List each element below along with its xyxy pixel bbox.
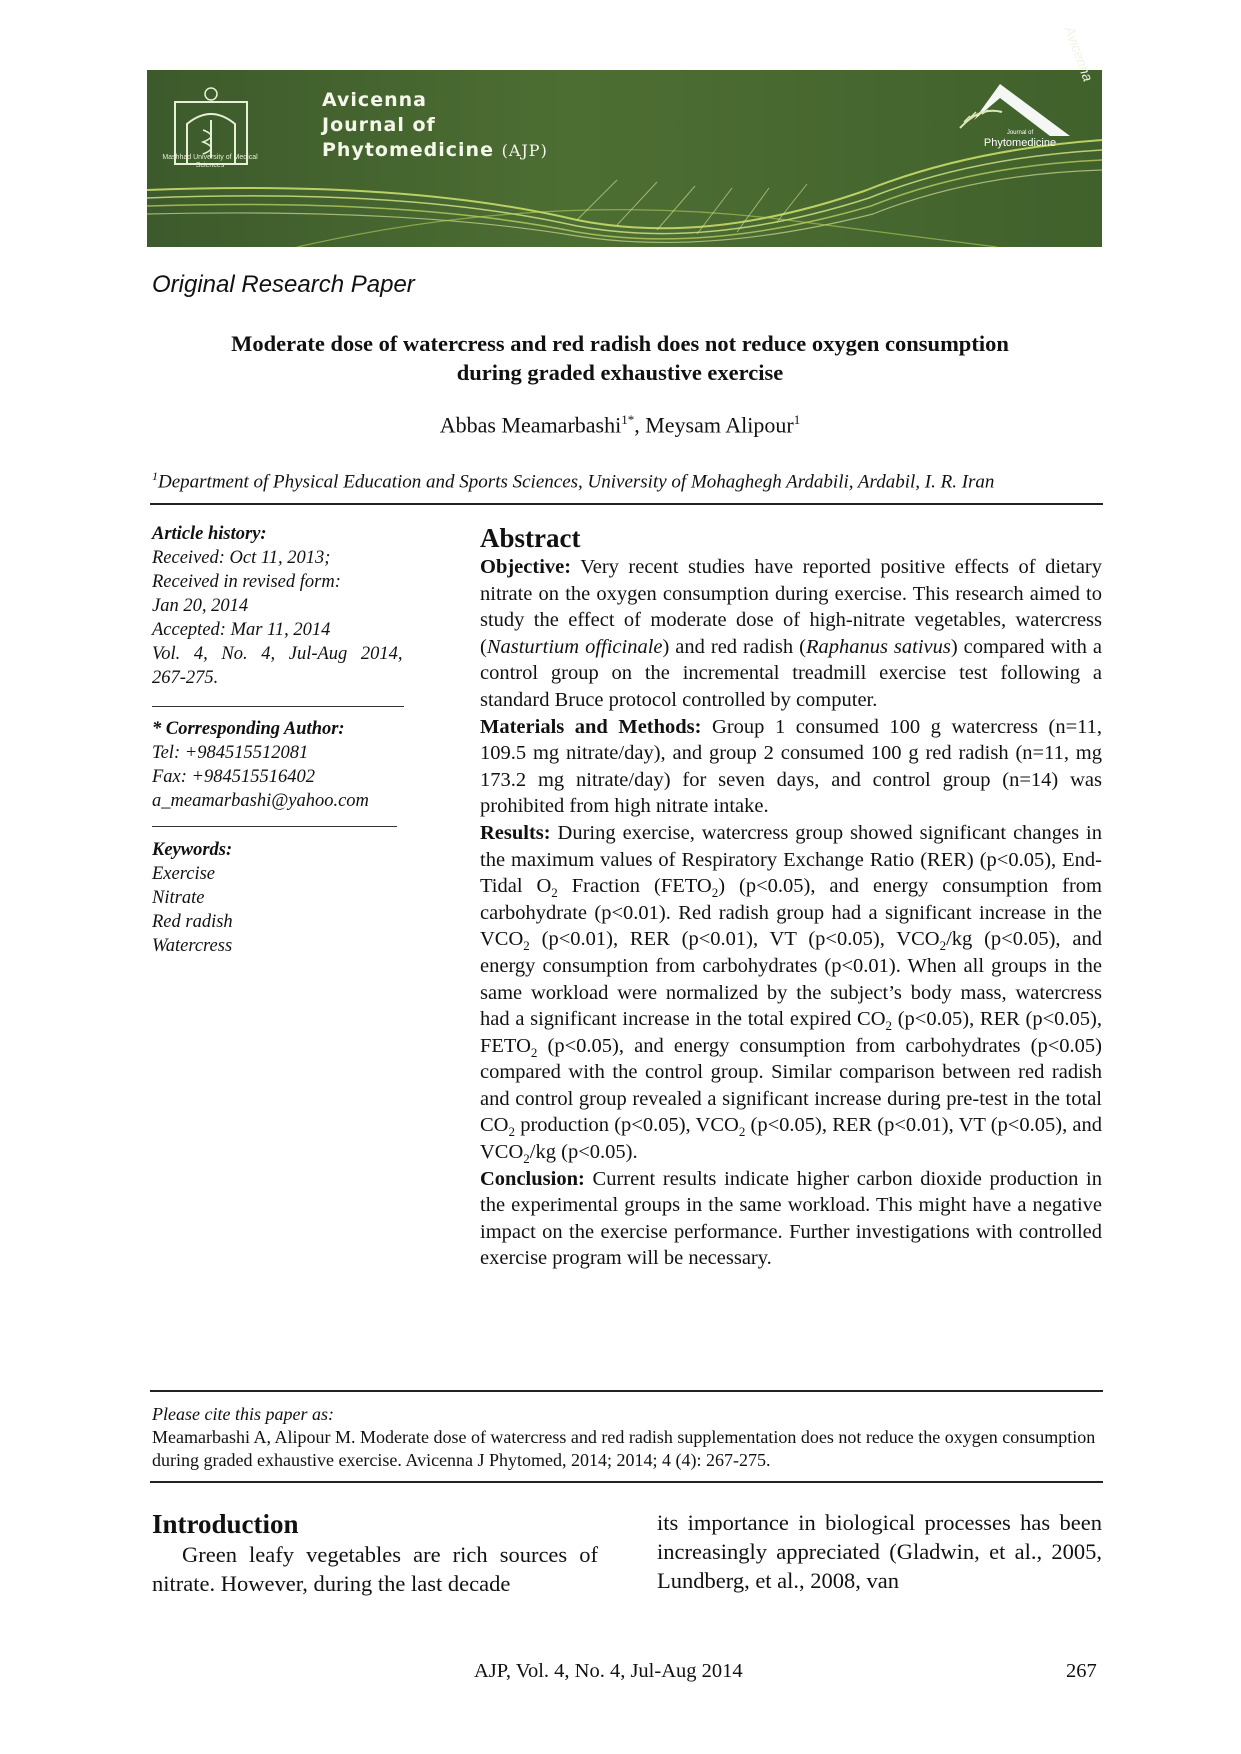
- objective-text: ) and red radish (: [662, 635, 806, 658]
- objective-text: Very recent studies have reported positive effects of dietary nitrate on the oxygen consumption during exercise. This research aimed to study the effect of moderate dose of high-nitrate vegetables, watercress (: [480, 556, 1102, 658]
- title-line-1: Moderate dose of watercress and red radish does not reduce oxygen consumption: [231, 331, 1009, 356]
- page-number: 267: [1066, 1660, 1097, 1682]
- vol-info: Vol. 4, No. 4, Jul-Aug 2014,: [152, 644, 403, 664]
- results-text: (p<0.01), RER (p<0.01), VT (p<0.05), VCO: [529, 928, 940, 951]
- divider: [150, 1390, 1103, 1392]
- journal-name-line-3: [322, 138, 548, 163]
- article-history-heading: Article history:: [152, 524, 267, 544]
- subscript: 2: [885, 1018, 893, 1034]
- keywords-heading: Keywords:: [152, 840, 233, 860]
- results-text: /kg (p<0.05).: [529, 1141, 638, 1164]
- history-line: [152, 642, 420, 666]
- author-name: Abbas Meamarbashi: [439, 412, 622, 438]
- objective-label: Objective:: [480, 556, 572, 578]
- keyword: Red radish: [152, 912, 233, 932]
- subscript: 2: [551, 885, 558, 901]
- journal-name: [322, 88, 548, 163]
- species-name: Nasturtium officinale: [486, 635, 663, 658]
- conclusion-label: Conclusion:: [480, 1167, 585, 1190]
- logo-small-text: Journal of: [1006, 130, 1034, 136]
- affiliation-text: Department of Physical Education and Sports Sciences, University of Mohaghegh Ardabili, Ardabil, I. R. Iran: [158, 471, 995, 493]
- university-name: Mashhad University of Medical Sciences: [162, 154, 258, 169]
- journal-banner: [147, 24, 1102, 247]
- results-text: /kg (p<0.05), and energy consumption from carbohydrates (p<0.01). When all groups in the same workload were normalized by the subject’s body mass, watercress had a significant increase in the total expired CO: [480, 928, 1102, 1031]
- history-line: 267-275.: [152, 668, 219, 688]
- affiliation: [152, 469, 1092, 493]
- history-line: Accepted: Mar 11, 2014: [152, 620, 331, 640]
- results-text: Fraction (FETO: [557, 875, 712, 898]
- subscript: 2: [508, 1124, 515, 1140]
- corresponding-email[interactable]: a_meamarbashi@yahoo.com: [152, 791, 369, 811]
- conclusion-text: Current results indicate higher carbon dioxide production in the experimental groups in the same workload. This might have a negative impact on the exercise performance. Further investigations with controlled exercise program will be necessary.: [480, 1167, 1102, 1270]
- paper-title: [160, 329, 1080, 387]
- results-text: (p<0.05), RER (p<0.01), VT (p<0.05), and VCO: [480, 1114, 1102, 1164]
- results-text: (p<0.05), and energy consumption from carbohydrates (p<0.05) compared with the control group. Similar comparison between red radish and control group revealed a significant increase during pre-test in the total CO: [480, 1034, 1102, 1137]
- introduction-heading: Introduction: [152, 1509, 299, 1539]
- species-name: Raphanus sativus: [805, 635, 951, 658]
- results-text: (p<0.05), RER (p<0.05), FETO: [480, 1008, 1102, 1057]
- introduction-text: Green leafy vegetables are rich sources of nitrate. However, during the last decade: [152, 1542, 598, 1596]
- introduction-column-2: its importance in biological processes has been increasingly appreciated (Gladwin, et al., 2005, Lundberg, et al., 2008, van: [657, 1510, 1102, 1593]
- keyword: Exercise: [152, 864, 215, 884]
- subscript: 2: [523, 938, 530, 954]
- title-line-2: during graded exhaustive exercise: [456, 360, 784, 385]
- journal-name-line-1: Avicenna: [322, 89, 427, 111]
- journal-logo-text: [960, 130, 1080, 149]
- sidebar-divider: [152, 706, 404, 707]
- author-affiliation-mark: 1: [793, 412, 801, 427]
- journal-name-line-2: Journal of: [322, 114, 436, 136]
- author-separator: ,: [634, 412, 646, 438]
- results-text: During exercise, watercress group showed significant changes in the maximum values of Respiratory Exchange Ratio (RER) (p<0.05), End-Tidal O: [480, 821, 1102, 898]
- paper-type: Original Research Paper: [152, 271, 415, 298]
- journal-name-word: Phytomedicine: [322, 139, 494, 161]
- subscript: 2: [530, 1044, 538, 1060]
- corresponding-heading: * Corresponding Author:: [152, 719, 345, 739]
- results-text: ) (p<0.05), and energy consumption from carbohydrate (p<0.01). Red radish group had a significant increase in the VCO: [480, 875, 1102, 951]
- corresponding-author: [152, 717, 369, 813]
- sidebar-divider: [152, 826, 397, 827]
- article-history: [152, 522, 420, 690]
- footer-journal-info: AJP, Vol. 4, No. 4, Jul-Aug 2014: [474, 1660, 743, 1682]
- methods-label: Materials and Methods:: [480, 715, 702, 738]
- history-line: Received in revised form:: [152, 572, 341, 592]
- results-text: production (p<0.05), VCO: [514, 1114, 739, 1137]
- citation-text: Meamarbashi A, Alipour M. Moderate dose of watercress and red radish supplementation does not reduce the oxygen consumption during graded exhaustive exercise. Avicenna J Phytomed, 2014; 2014; 4 (4): 267-275.: [152, 1427, 1096, 1470]
- introduction-column-1: [152, 1508, 598, 1598]
- author-name: Meysam Alipour: [645, 412, 794, 438]
- abstract: [480, 522, 1102, 1272]
- journal-logo: [940, 76, 1090, 171]
- keywords: [152, 838, 233, 958]
- author-affiliation-mark: 1*: [621, 412, 635, 427]
- journal-logo-vertical-text: Avicenna: [1061, 24, 1096, 84]
- history-line: Received: Oct 11, 2013;: [152, 548, 331, 568]
- affiliation-mark: 1: [152, 469, 158, 483]
- citation-label: Please cite this paper as:: [152, 1404, 334, 1424]
- abstract-methods: [480, 714, 1102, 820]
- journal-abbr: (AJP): [501, 141, 548, 160]
- objective-text: ) compared with a control group on the incremental treadmill exercise test following a standard Bruce protocol controlled by computer.: [480, 635, 1102, 711]
- logo-big-text: Phytomedicine: [983, 137, 1057, 149]
- abstract-conclusion: [480, 1166, 1102, 1272]
- abstract-results: [480, 820, 1102, 1166]
- divider: [150, 503, 1103, 505]
- keyword: Nitrate: [152, 888, 205, 908]
- university-seal-logo: [167, 84, 255, 194]
- subscript: 2: [711, 885, 719, 901]
- methods-text: Group 1 consumed 100 g watercress (n=11, 109.5 mg nitrate/day), and group 2 consumed 100 g red radish (n=11, mg 173.2 mg nitrate/day) for seven days, and control group (n=14) was prohibited from high nitrate intake.: [480, 715, 1102, 818]
- abstract-heading: Abstract: [480, 523, 581, 553]
- abstract-objective: [480, 554, 1102, 714]
- corresponding-fax: Fax: +984515516402: [152, 767, 316, 787]
- results-label: Results:: [480, 821, 551, 844]
- subscript: 2: [523, 1151, 530, 1167]
- divider: [150, 1481, 1103, 1483]
- citation-block: [152, 1403, 1102, 1472]
- corresponding-tel: Tel: +984515512081: [152, 743, 309, 763]
- author-list: [150, 412, 1090, 438]
- subscript: 2: [939, 938, 947, 954]
- subscript: 2: [738, 1124, 746, 1140]
- history-line: Jan 20, 2014: [152, 596, 249, 616]
- keyword: Watercress: [152, 936, 233, 956]
